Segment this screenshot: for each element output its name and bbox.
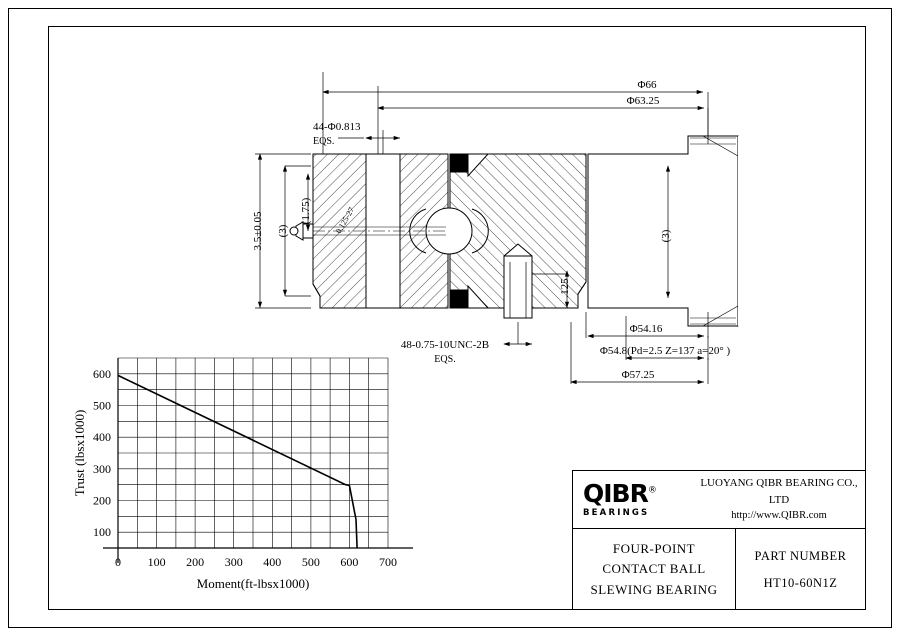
chart-xlabel: Moment(ft-lbsx1000)	[196, 576, 310, 591]
company-name: LUOYANG QIBR BEARING CO., LTD	[700, 477, 858, 506]
dim-bolt-holes-upper: 44-Φ0.813	[313, 121, 361, 133]
registered-trademark-icon: ®	[647, 485, 656, 496]
dim-d5416: Φ54.16	[629, 323, 663, 335]
part-number-label: PART NUMBER	[754, 549, 847, 563]
dim-bolt-holes-upper-note: EQS.	[313, 136, 335, 147]
y-tick-200: 200	[93, 493, 111, 508]
company-info	[693, 475, 865, 524]
logo-text	[583, 481, 656, 506]
dim-d548: Φ54.8(Pd=2.5 Z=137 a=20° )	[599, 345, 731, 357]
y-tick-600: 600	[93, 367, 111, 381]
dim-top-inner: Φ63.25	[626, 95, 660, 107]
x-tick-500: 500	[301, 555, 320, 569]
company-url[interactable]: http://www.QIBR.com	[731, 510, 827, 522]
y-tick-300: 300	[93, 462, 111, 476]
description-line-2: CONTACT BALL	[602, 561, 706, 577]
description-line-1: FOUR-POINT	[612, 541, 696, 557]
dim-bolt-holes-lower-note: EQS.	[434, 354, 456, 365]
dim-ref3-left: (3)	[277, 224, 289, 238]
logo-subtitle: BEARINGS	[583, 508, 650, 518]
dim-ref3-right: (3)	[660, 229, 672, 243]
part-number-cell	[736, 529, 865, 610]
dim-ref175: (1.75)	[300, 197, 312, 225]
title-block-header	[573, 471, 865, 529]
x-tick-700: 700	[379, 555, 397, 569]
capacity-curve	[118, 375, 357, 548]
dim-grease-fitting: 0.125-27	[333, 205, 357, 235]
x-tick-200: 200	[186, 555, 205, 569]
load-capacity-chart	[58, 348, 458, 608]
dim-height: 3.5±0.05	[252, 211, 264, 251]
x-tick-400: 400	[263, 555, 282, 569]
y-tick-100: 100	[93, 525, 111, 539]
chart-ylabel: Trust (lbsx1000)	[72, 409, 87, 497]
dim-bolt-holes-lower: 48-0.75-10UNC-2B	[400, 339, 490, 351]
title-block	[572, 470, 866, 610]
logo-wordmark: QIBR	[583, 479, 648, 508]
dim-ref125: .125	[559, 278, 571, 298]
y-tick-500: 500	[93, 398, 111, 413]
title-block-body	[573, 529, 865, 610]
part-number-value: HT10-60N1Z	[763, 575, 838, 590]
x-tick-600: 600	[340, 555, 359, 569]
x-tick-300: 300	[224, 555, 243, 569]
dim-top-outer: Φ66	[637, 79, 657, 91]
dim-d5725: Φ57.25	[621, 369, 655, 381]
x-tick-100: 100	[147, 555, 166, 569]
brand-logo	[573, 481, 693, 518]
description-line-3: SLEWING BEARING	[590, 581, 718, 597]
x-tick-0: 0	[115, 555, 121, 569]
y-tick-400: 400	[93, 430, 111, 444]
product-description	[573, 529, 736, 610]
